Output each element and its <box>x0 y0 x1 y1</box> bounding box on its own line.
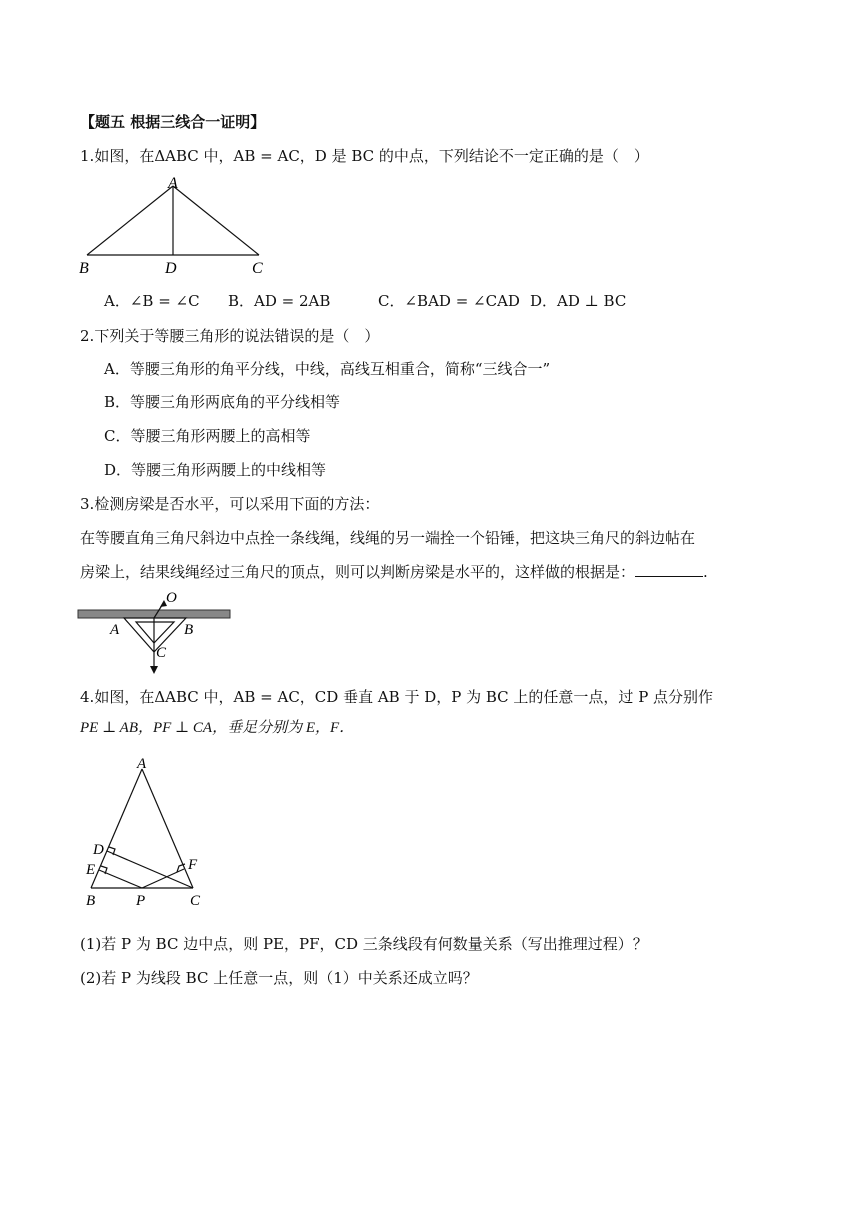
q3-para1: 在等腰直角三角尺斜边中点拴一条线绳，线绳的另一端拴一个铅锤，把这块三角尺的斜边帖在 <box>80 529 696 547</box>
q4-text <box>80 686 713 708</box>
q1-label-a: A <box>168 175 178 192</box>
section-title: 【题五 根据三线合一证明】 <box>80 113 266 131</box>
q4-label-e: E <box>86 862 96 878</box>
q4-sub1: (1)若 P 为 BC 边中点，则 PE，PF，CD 三条线段有何数量关系（写出推理过程）？ <box>80 935 648 953</box>
q4-number: 4. <box>80 688 95 706</box>
q4-label-c: C <box>190 893 201 909</box>
q3-number: 3. <box>80 495 95 513</box>
q3-stem: 检测房梁是否水平，可以采用下面的方法： <box>94 495 380 513</box>
q4-label-a: A <box>137 756 147 772</box>
q1-label-d: D <box>165 260 177 274</box>
q4-segment-pf <box>142 869 184 888</box>
q4-stem: 如图，在ΔABC 中，AB = AC，CD 垂直 AB 于 D，P 为 BC 上的任意一点，过 P 点分别作 <box>94 688 714 706</box>
q2-stem: 下列关于等腰三角形的说法错误的是（ ） <box>94 327 380 345</box>
q1-side-ab <box>87 186 173 255</box>
q4-label-d: D <box>93 842 104 858</box>
q2-option-d[interactable]: D．等腰三角形两腰上的中线相等 <box>104 461 327 479</box>
q3-label-a: A <box>110 622 120 638</box>
q2-option-c[interactable]: C．等腰三角形两腰上的高相等 <box>104 427 311 445</box>
q1-option-d[interactable]: D．AD ⊥ BC <box>530 292 627 310</box>
q2-text <box>80 325 379 347</box>
q1-number: 1. <box>80 147 95 165</box>
q1-label-b: B <box>79 260 89 274</box>
q4-side-ac <box>142 769 193 888</box>
q4-label-f: F <box>188 857 198 873</box>
q1-triangle-figure <box>76 174 276 274</box>
q1-label-c: C <box>252 260 263 274</box>
q3-para2-text: 房梁上，结果线绳经过三角尺的顶点，则可以判断房梁是水平的，这样做的根据是： <box>80 563 636 581</box>
q3-para2 <box>80 561 708 583</box>
q4-label-p: P <box>136 893 146 909</box>
q1-option-c[interactable]: C．∠BAD = ∠CAD <box>378 292 520 310</box>
q3-outer-triangle <box>124 618 186 652</box>
q1-option-b[interactable]: B．AD = 2AB <box>228 292 331 310</box>
q3-label-o: O <box>166 590 177 606</box>
q4-triangle-figure <box>80 752 230 912</box>
q1-stem: 如图，在ΔABC 中，AB = AC，D 是 BC 的中点，下列结论不一定正确的是（ ） <box>94 147 649 165</box>
q4-side-ab <box>91 769 142 888</box>
q1-text <box>80 145 649 167</box>
q4-sub2: (2)若 P 为线段 BC 上任意一点，则（1）中关系还成立吗？ <box>80 969 478 987</box>
q2-option-a[interactable]: A．等腰三角形的角平分线，中线，高线互相重合，简称“三线合一” <box>104 360 551 378</box>
q1-side-ac <box>173 186 259 255</box>
q3-answer-blank[interactable] <box>635 562 703 577</box>
q4-text2: PE ⊥ AB，PF ⊥ CA，垂足分别为 E，F． <box>80 720 355 736</box>
q3-label-b: B <box>184 622 194 638</box>
q3-beam-figure <box>76 588 246 678</box>
q2-number: 2. <box>80 327 95 345</box>
q3-text <box>80 493 379 515</box>
q3-end-period: . <box>703 563 708 581</box>
q1-option-a[interactable]: A．∠B = ∠C <box>104 292 200 310</box>
q3-plumb-arrow <box>150 666 158 674</box>
q3-label-c: C <box>156 645 167 661</box>
q3-inner-triangle <box>136 622 174 643</box>
q4-label-b: B <box>86 893 96 909</box>
q3-beam <box>78 610 230 618</box>
q2-option-b[interactable]: B．等腰三角形两底角的平分线相等 <box>104 393 341 411</box>
